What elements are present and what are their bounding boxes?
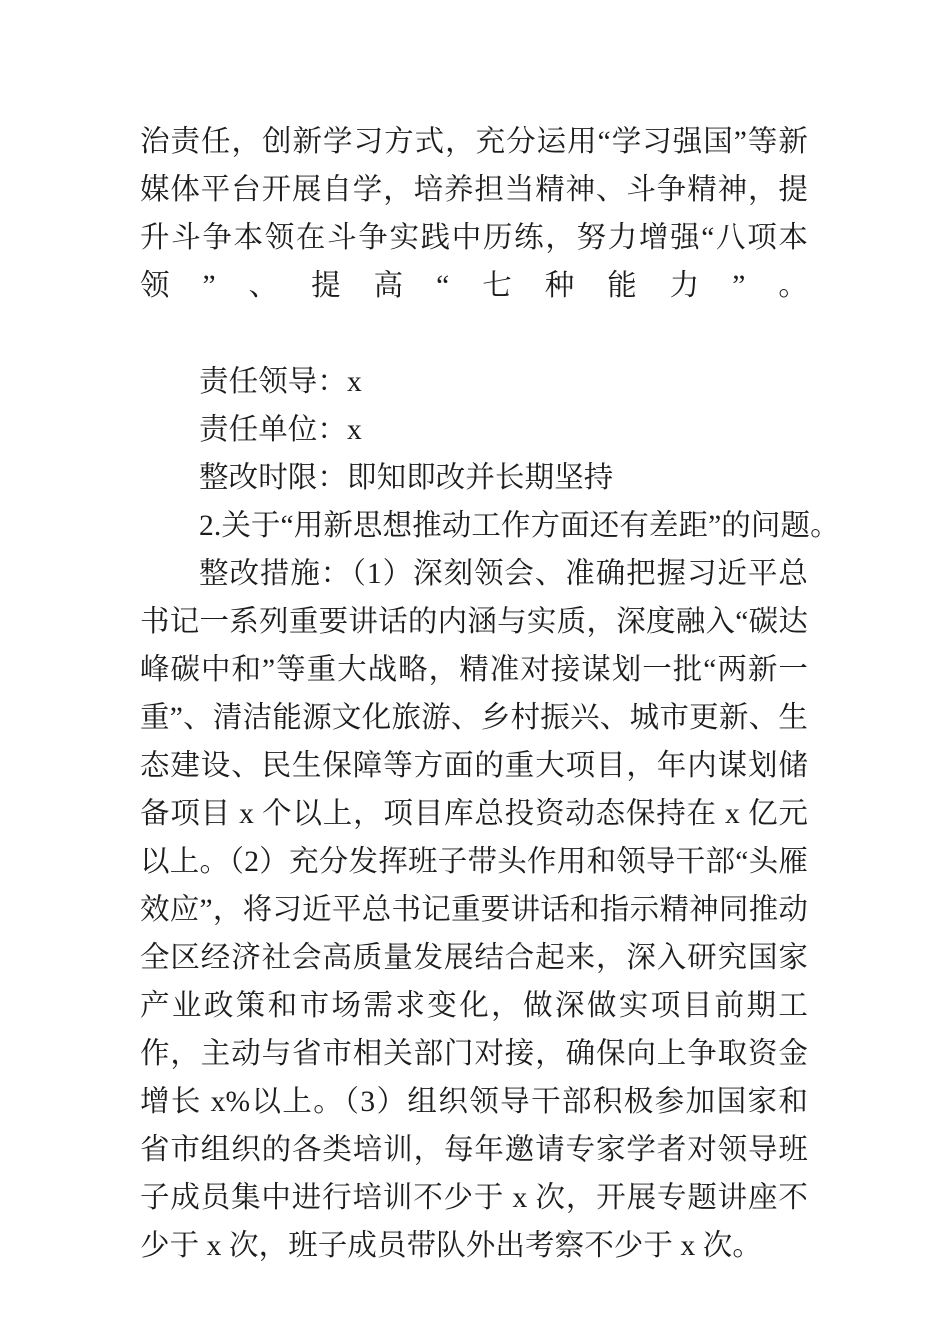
document-body <box>140 118 840 1270</box>
heading-item-2: 2.关于“用新思想推动工作方面还有差距”的问题。 <box>199 510 840 542</box>
paragraph-continuation: 治责任，创新学习方式，充分运用“学习强国”等新媒体平台开展自学，培养担当精神、斗争精神，提升斗争本领在斗争实践中历练，努力增强“八项本领”、提高“七种能力”。 <box>140 126 808 302</box>
field-responsible-unit: 责任单位：x <box>199 414 362 446</box>
field-rectification-deadline: 整改时限：即知即改并长期坚持 <box>199 462 614 494</box>
field-responsible-leader: 责任领导：x <box>199 366 362 398</box>
paragraph-rectification-measures: 整改措施：（1）深刻领会、准确把握习近平总书记一系列重要讲话的内涵与实质，深度融入“碳达峰碳中和”等重大战略，精准对接谋划一批“两新一重”、清洁能源文化旅游、乡村振兴、城市更新、生态建设、民生保障等方面的重大项目，年内谋划储备项目 x 个以上，项目库总投资动态保持在 x 亿元以上。（2）充分发挥班子带头作用和领导干部“头雁效应”，将习近平总书记重要讲话和指示精神同推动全区经济社会高质量发展结合起来，深入研究国家产业政策和市场需求变化，做深做实项目前期工作，主动与省市相关部门对接，确保向上争取资金增长 x%以上。（3）组织领导干部积极参加国家和省市组织的各类培训，每年邀请专家学者对领导班子成员集中进行培训不少于 x 次，开展专题讲座不少于 x 次，班子成员带队外出考察不少于 x 次。 <box>140 558 808 1262</box>
